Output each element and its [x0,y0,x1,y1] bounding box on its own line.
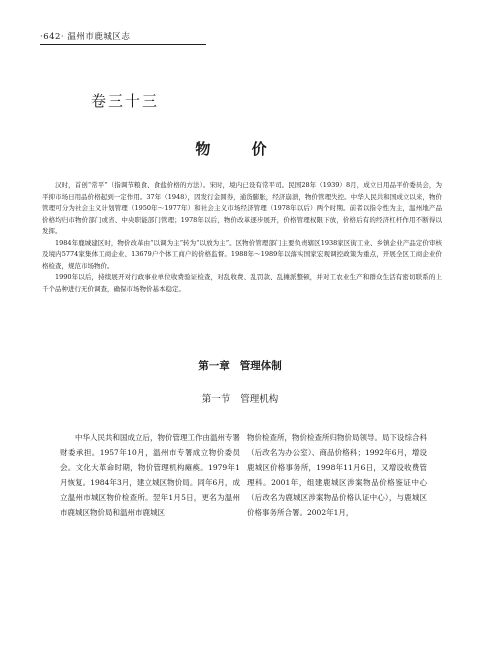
header-rule [40,44,206,45]
section-title: 管理机构 [240,394,279,405]
volume-title: 卷三十三 [91,92,160,110]
chapter-number: 第一章 [198,360,230,372]
intro-text [42,180,442,295]
chapter-heading [0,358,480,373]
running-head: ·642· 温州市鹿城区志 [40,32,131,42]
chapter-title: 管理体制 [239,360,282,372]
intro-paragraph: 1984年鹿城建区时，物价改革由“以调为主”转为“以放为主”。区物价管理部门主要负责辖区1938家区街工业、乡镇企业产品定价审核及境内5774家集体工商企业、13679户个体工商户的价格监督。1988年～1989年以落实国家宏观调控政策为重点，开展全区工商企业价格检查，规范市场物价。 [42,238,442,270]
intro-paragraph: 汉时，首创“常平”（指调节粮食、食盐价格的方法）。宋时，境内已设有常平司。民国28年（1939）8月，成立日用品平价委员会，为平抑市场日用品价格起到一定作用。37年（1948），因发行金圆券，通货膨胀，经济崩溃，物价管理失控。中华人民共和国成立以来，物价管理可分为社会主义计划管理（1950年～1977年）和社会主义市场经济管理（1978年以后）两个时期。前者以指令性为主，温州地产品价格均归市物价部门或省、中央职能部门管理；1978年以后，物价改革逐步展开，价格管理权限下放，价格后有的经济杠杆作用不断得以发挥。 [42,181,442,235]
intro-paragraph: 1990年以后，持续展开对行政事业单位收费验证检查，对乱收费、乱罚款、乱摊派整顿，并对工农业生产和群众生活有密切联系的上千个品种进行无价调查，确保市场物价基本稳定。 [42,273,442,293]
section-number: 第一节 [201,394,231,405]
section-heading [0,391,480,405]
body-column-left [60,430,240,520]
main-title: 物 价 [195,140,285,158]
body-paragraph: 中华人民共和国成立后，物价管理工作由温州专署财委承担。1957年10月，温州市专署成立物价委员会。文化大革命时期，物价管理机构瘫痪。1979年1月恢复。1984年3月，建立城区物价局。同年6月，成立温州市城区物价检查所。翌年1月5日，更名为温州市鹿城区物价局和温州市鹿城区 [60,433,240,517]
body-column-right [247,430,427,520]
body-paragraph: 物价检查所，物价检查所归物价局领导。局下设综合科（后改名为办公室）、商品价格科；1992年6月，增设鹿城区价格事务所，1998年11月6日，又增设收费管理科。2001年，组建鹿城区涉案物品价格鉴证中心（后改名为鹿城区涉案物品价格认证中心），与鹿城区价格事务所合署。2002年1月， [247,433,427,517]
